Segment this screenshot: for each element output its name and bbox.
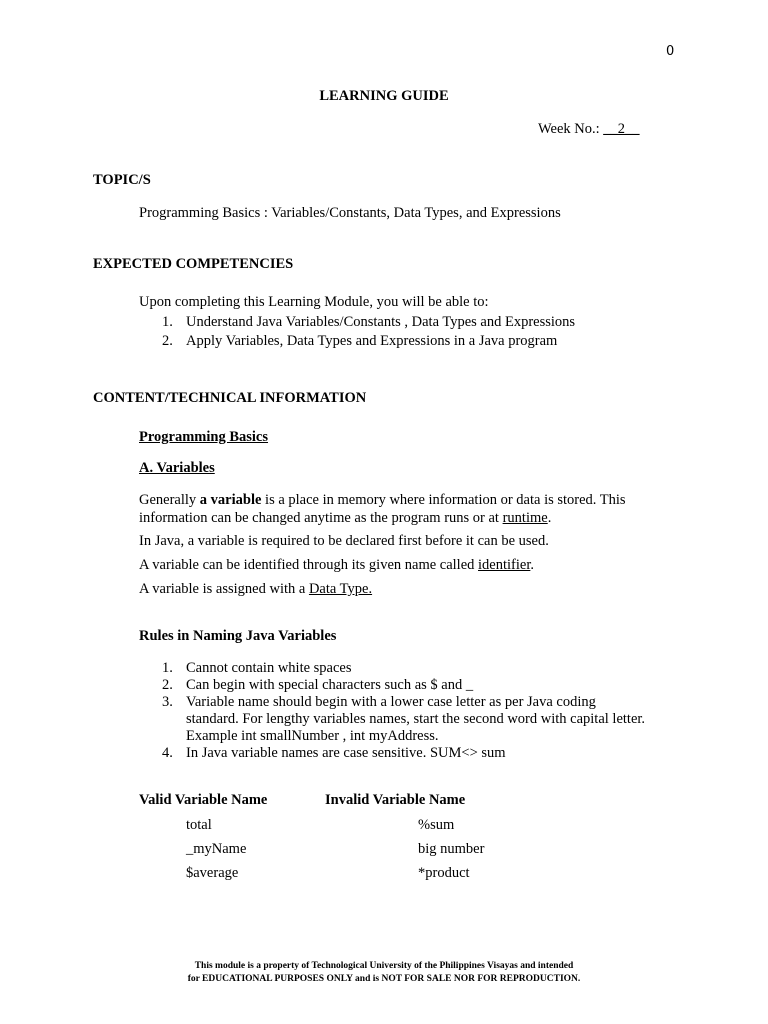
invalid-cell: *product: [418, 865, 470, 881]
variable-definition-paragraph: [139, 491, 679, 527]
para-text: Generally: [139, 492, 200, 508]
identifier-term: identifier: [478, 557, 531, 573]
para-text: .: [547, 510, 552, 526]
list-number: 2.: [162, 677, 173, 693]
week-number: [538, 121, 640, 138]
page-number: 0: [666, 44, 675, 59]
list-number: 1.: [162, 660, 173, 676]
list-text: Variable name should begin with a lower case letter as per Java coding standard. For lengthy variables names, start the second word with capital letter. Example int smallNumber , int myAddress.: [186, 694, 646, 744]
content-subheading: Programming Basics: [139, 429, 269, 445]
invalid-cell: big number: [418, 841, 485, 857]
data-type-paragraph: [139, 581, 372, 598]
list-number: 1.: [162, 314, 173, 330]
valid-cell: $average: [186, 865, 239, 881]
footer-disclaimer: [0, 960, 768, 986]
list-text: In Java variable names are case sensitive. SUM<> sum: [186, 745, 506, 761]
list-text: Can begin with special characters such as $ and _: [186, 677, 474, 693]
declaration-paragraph: In Java, a variable is required to be declared first before it can be used.: [139, 533, 549, 549]
footer-line: This module is a property of Technological University of the Philippines Visayas and intended: [194, 961, 574, 971]
rules-heading: Rules in Naming Java Variables: [139, 628, 337, 644]
list-number: 3.: [162, 694, 173, 710]
topics-heading: TOPIC/S: [93, 172, 151, 188]
identifier-paragraph: [139, 557, 534, 574]
competencies-heading: EXPECTED COMPETENCIES: [93, 256, 294, 272]
footer-line: for EDUCATIONAL PURPOSES ONLY and is NOT FOR SALE NOR FOR REPRODUCTION.: [187, 974, 581, 984]
week-value: __2__: [603, 121, 640, 137]
content-heading: CONTENT/TECHNICAL INFORMATION: [93, 390, 367, 406]
list-text: Apply Variables, Data Types and Expressions in a Java program: [186, 333, 558, 349]
topics-text: Programming Basics : Variables/Constants, Data Types, and Expressions: [139, 205, 561, 221]
list-number: 4.: [162, 745, 173, 761]
para-text: A variable can be identified through its given name called: [139, 557, 479, 573]
list-text: Understand Java Variables/Constants , Data Types and Expressions: [186, 314, 576, 330]
competencies-intro: Upon completing this Learning Module, you will be able to:: [139, 294, 489, 310]
data-type-term: Data Type.: [308, 581, 373, 597]
list-number: 2.: [162, 333, 173, 349]
runtime-term: runtime: [502, 510, 548, 526]
competencies-list: [139, 314, 649, 350]
para-text: A variable is assigned with a: [139, 581, 309, 597]
list-item: [139, 694, 649, 745]
list-item: [139, 314, 649, 331]
week-label: Week No.:: [538, 121, 604, 137]
page-title: LEARNING GUIDE: [319, 88, 449, 104]
valid-cell: total: [186, 817, 212, 833]
para-text: is a place in memory where information or data is stored. This information can be changed anytime as the program runs or at: [139, 492, 626, 526]
para-text: .: [530, 557, 534, 573]
para-bold-term: a variable: [199, 492, 262, 508]
list-item: [139, 660, 649, 677]
valid-cell: _myName: [186, 841, 247, 857]
list-item: [139, 333, 649, 350]
list-item: [139, 677, 649, 694]
valid-header: Valid Variable Name: [139, 792, 268, 808]
list-text: Cannot contain white spaces: [186, 660, 352, 676]
section-a-heading: A. Variables: [139, 460, 215, 476]
invalid-cell: %sum: [418, 817, 455, 833]
invalid-header: Invalid Variable Name: [325, 792, 466, 808]
rules-list: [139, 660, 649, 762]
list-item: [139, 745, 649, 762]
